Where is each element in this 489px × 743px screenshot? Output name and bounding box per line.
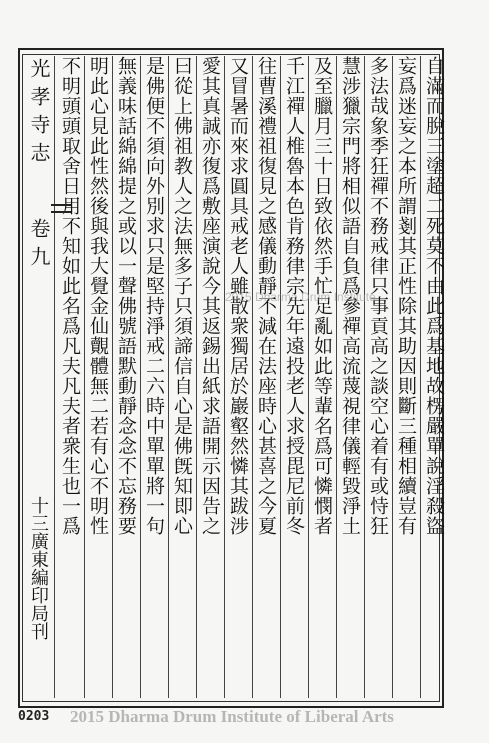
text-column: 曰從上佛祖教人之法無多子只須諦信自心是佛旣知即心 xyxy=(171,56,193,536)
page-number: 0203 xyxy=(18,709,50,724)
text-column: 及至臘月三十日致依然手忙足亂如此等輩名爲可憐憫者 xyxy=(311,56,333,536)
text-column: 往曹溪禮祖復見之感儀動靜不減在法座時心甚喜之今夏 xyxy=(255,56,277,536)
text-column: 明此心見此性然後與我大覺金仙覿體無二若有心不明性 xyxy=(87,56,109,536)
text-column: 愛其真誠亦復爲敷座演說今其返錫出紙求語開示因告之 xyxy=(199,56,221,536)
text-column: 無義味話綿綿提之或以一聲佛號語默動靜念念不忘務要 xyxy=(115,56,137,536)
text-column: 自滿而脫三塗超二死莫不由此爲基地故楞嚴單說淫殺盜 xyxy=(423,56,445,536)
text-column: 多法哉象季狂禪不務戒律只事貢高之談空心着有或恃狂 xyxy=(367,56,389,536)
watermark: 2015 Dharma Drum Institute of Liberal Arts xyxy=(70,707,394,726)
text-column: 慧涉獵宗門將相似語自負爲參禪高流蔑視律儀輕毀淨土 xyxy=(339,56,361,536)
column-rule xyxy=(54,56,55,698)
text-column: 是佛便不須向外別求只是堅持淨戒二六時中單單將一句 xyxy=(143,56,165,536)
margin-title: 光孝寺志 xyxy=(27,58,51,170)
margin-volume: 卷九 xyxy=(27,218,51,274)
fishtail-mark xyxy=(51,204,71,213)
publisher-imprint: 十三廣東編印局刊 xyxy=(28,496,49,640)
text-column: 千江禪人椎魯本色肯務律宗先年遠投老人求授毘尼前冬 xyxy=(283,56,305,536)
watermark-center: 2015 Dharma Drum Institute xyxy=(225,290,376,304)
text-column: 又冒暑而來求圓具戒老人雖散衆獨居於巖壑然憐其跋涉 xyxy=(227,56,249,536)
text-column: 妄爲迷妄之本所謂剗其正性除其助因則斷三種相續豈有 xyxy=(395,56,417,536)
text-column: 不明頭頭取舍日用不知如此名爲凡夫凡夫者衆生也一爲 xyxy=(59,56,81,536)
